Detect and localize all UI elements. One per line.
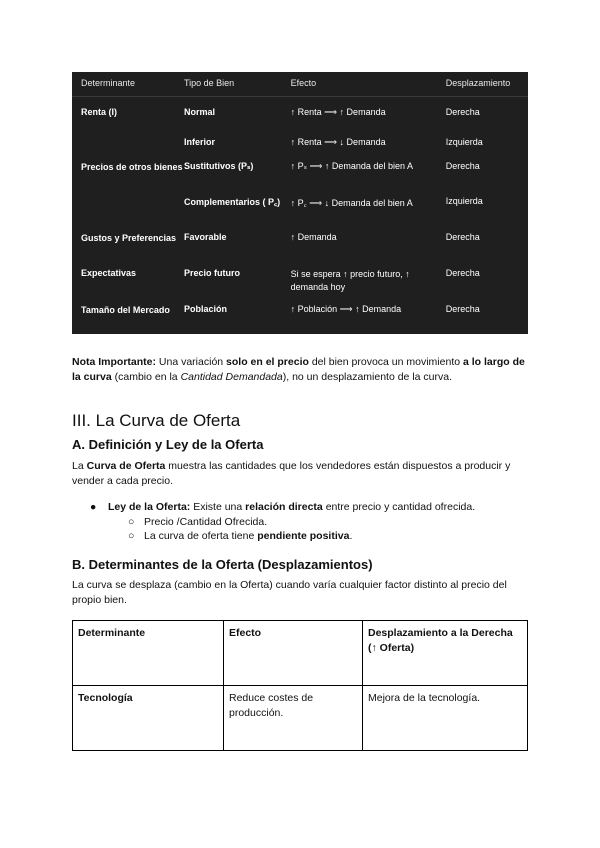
subsection-b-title: B. Determinantes de la Oferta (Desplazamientos) (72, 557, 373, 572)
cell-desplazamiento: Izquierda (445, 137, 483, 147)
cell-desplazamiento: Mejora de la tecnología. (363, 686, 528, 751)
bullet-circle-icon: ○ (128, 530, 135, 542)
definition-paragraph (72, 459, 532, 489)
table-header-row (73, 621, 528, 686)
table-row (72, 131, 528, 155)
table-row (72, 298, 528, 334)
cell-tipo: Precio futuro (183, 268, 240, 278)
bullet-dot-icon: ● (90, 501, 97, 513)
note-lead: Nota Importante: (72, 356, 156, 368)
list-item (72, 500, 532, 515)
bullet-lead: Ley de la Oferta: (108, 501, 191, 513)
cell-determinante: Precios de otros bienes (81, 162, 183, 172)
cell-determinante: Renta (I) (81, 107, 117, 117)
header-determinante: Determinante (72, 72, 184, 97)
subitem-text: La curva de oferta tiene (144, 530, 258, 542)
table-row (72, 262, 528, 298)
bullet-text-1: Existe una (190, 501, 246, 513)
determinants-paragraph: La curva se desplaza (cambio en la Oferta) cuando varía cualquier factor distinto al precio del propio bien. (72, 579, 507, 606)
cell-desplazamiento: Derecha (445, 107, 480, 117)
table-row (72, 97, 528, 132)
bullet-circle-icon: ○ (128, 515, 135, 528)
cell-determinante: Tamaño del Mercado (81, 305, 170, 315)
table-row (72, 226, 528, 262)
cell-tipo: Población (183, 304, 227, 314)
header-determinante: Determinante (73, 621, 224, 686)
header-tipo-bien: Tipo de Bien (184, 72, 291, 97)
cell-determinante (72, 190, 184, 226)
header-efecto: Efecto (224, 621, 363, 686)
cell-efecto: ↑ Renta ⟹ ↓ Demanda (290, 137, 386, 147)
important-note (72, 355, 532, 385)
note-text-1: Una variación (156, 356, 227, 368)
cell-tipo: Favorable (183, 232, 227, 242)
def-text-2: muestra las cantidades que los vendedores están dispuestos a producir y vender a cada precio. (72, 460, 511, 487)
cell-efecto: Reduce costes de producción. (224, 686, 363, 751)
subitem-bold: pendiente positiva (257, 530, 350, 542)
cell-desplazamiento: Derecha (445, 232, 480, 242)
subsection-a-title: A. Definición y Ley de la Oferta (72, 437, 264, 452)
note-text-3: (cambio en la (111, 371, 181, 383)
def-bold: Curva de Oferta (86, 460, 166, 472)
note-italic: Cantidad Demandada (180, 371, 283, 383)
cell-determinante (72, 131, 184, 155)
supply-determinants-table (72, 620, 528, 751)
section-title: III. La Curva de Oferta (72, 411, 241, 430)
cell-determinante: Gustos y Preferencias (81, 233, 177, 243)
cell-efecto: ↑ Renta ⟹ ↑ Demanda (290, 107, 386, 117)
cell-efecto: Si se espera ↑ precio futuro, ↑ demanda hoy (290, 269, 410, 292)
header-desplazamiento: Desplazamiento (446, 72, 528, 97)
bullet-text-2: entre precio y cantidad ofrecida. (322, 501, 476, 513)
note-bold-2: a lo largo de la curva (72, 356, 525, 383)
cell-tipo: Sustitutivos (Pₛ) (183, 161, 254, 171)
cell-tipo: Complementarios ( P꜀) (183, 197, 281, 207)
table-header-row (72, 72, 528, 97)
cell-efecto: ↑ P꜀ ⟹ ↓ Demanda del bien A (290, 198, 413, 208)
bullet-bold: relación directa (245, 501, 323, 513)
cell-efecto: ↑ Población ⟹ ↑ Demanda (290, 304, 402, 314)
cell-determinante: Expectativas (81, 268, 137, 278)
law-of-supply-list (72, 500, 532, 544)
def-text-1: La (72, 460, 87, 472)
list-subitem (72, 515, 532, 530)
cell-tipo: Normal (183, 107, 215, 117)
cell-desplazamiento: Derecha (445, 304, 480, 314)
table-row (72, 155, 528, 190)
table-row (73, 686, 528, 751)
cell-efecto: ↑ Demanda (290, 232, 337, 242)
cell-desplazamiento: Izquierda (445, 196, 483, 206)
subitem-end: . (349, 530, 353, 542)
cell-determinante: Tecnología (73, 686, 224, 751)
note-text-2: del bien provoca un movimiento (308, 356, 463, 368)
cell-desplazamiento: Derecha (445, 161, 480, 171)
note-bold-1: solo en el precio (226, 356, 309, 368)
note-text-4: ), no un desplazamiento de la curva. (282, 371, 453, 383)
header-desplazamiento: Desplazamiento a la Derecha (↑ Oferta) (363, 621, 528, 686)
list-subitem (72, 529, 532, 544)
cell-efecto: ↑ Pₛ ⟹ ↑ Demanda del bien A (290, 161, 413, 171)
subitem-text: Precio /Cantidad Ofrecida. (144, 515, 268, 528)
cell-desplazamiento: Derecha (445, 268, 480, 278)
cell-tipo: Inferior (183, 137, 215, 147)
header-efecto: Efecto (291, 72, 446, 97)
demand-determinants-table (72, 72, 528, 334)
table-row (72, 190, 528, 226)
